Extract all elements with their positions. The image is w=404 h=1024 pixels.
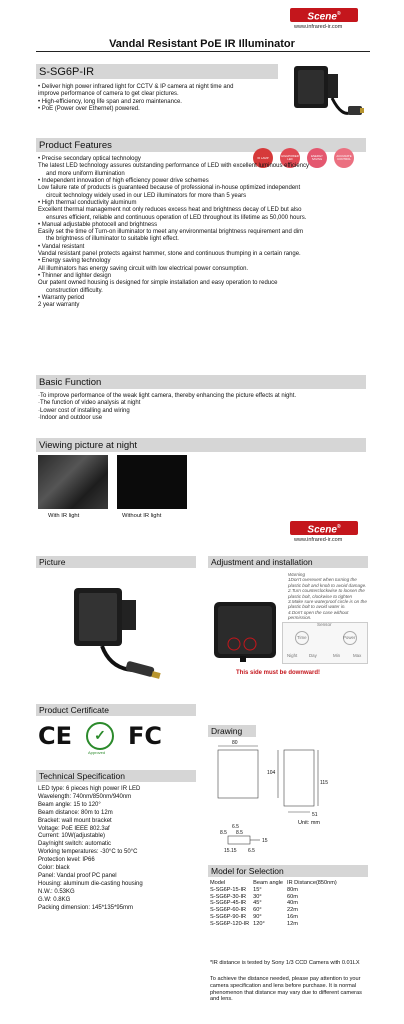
features-heading-text: Product Features <box>39 140 112 151</box>
spec-line: Current: 10W(adjustable) <box>38 833 106 840</box>
caption-without-ir: Without IR light <box>122 513 162 519</box>
min-label: Min <box>333 653 341 658</box>
feature-line: Low failure rate of products is guaranteed because of professional in-house optimized independent <box>38 185 301 192</box>
knob-panel <box>282 622 368 664</box>
table-cell: S-SG6P-120-IR <box>210 920 250 927</box>
picture-heading-text: Picture <box>39 557 66 567</box>
feature-line: construction difficulty. <box>46 287 103 294</box>
table-cell: 15° <box>253 886 262 893</box>
warning-line: plastic bolt and knob to avoid damage. <box>288 582 367 588</box>
table-row <box>208 900 339 907</box>
spec-line: Protection level: IP66 <box>38 857 95 864</box>
feature-line: 2 year warranty <box>38 302 80 309</box>
night-label: Night <box>287 653 298 658</box>
dim-depth: 51 <box>312 812 318 818</box>
approved-check-icon: ✓ <box>94 727 106 744</box>
basic-list <box>38 393 368 422</box>
feature-line: circuit technology widely used in our LED illuminators for more than 5 years <box>46 192 247 199</box>
table-header-cell: Beam angle <box>253 880 284 886</box>
dim-b: 8.5 <box>220 830 227 836</box>
feature-line: • Thinner and lighter design <box>38 273 112 279</box>
table-cell: 120° <box>253 920 265 927</box>
brand-logo-text: Scene <box>307 11 337 23</box>
intro-block <box>38 84 288 113</box>
badge-text: ACCURATE CONTROL <box>336 154 352 161</box>
model-heading-text: S-SG6P-IR <box>39 66 95 78</box>
table-cell: 60m <box>287 893 298 900</box>
warning-line: 3.Make sure waterproof circle is on the <box>288 599 367 605</box>
cert-heading <box>36 704 196 716</box>
feature-line: and more uniform illumination <box>46 170 125 177</box>
feature-line: • Warranty period <box>38 294 85 301</box>
model-note-2: To achieve the distance needed, please pay attention to your camera specification and lens before purchase. It is normal phenomenon that distance may vary due to different cameras and lens. <box>210 976 362 1003</box>
model-table <box>208 880 339 928</box>
model-sel-heading <box>208 865 368 877</box>
table-row <box>208 914 339 921</box>
badge-text: HIGHPOWER LED <box>281 154 299 161</box>
table-header-cell: Model <box>210 880 226 886</box>
table-row <box>208 907 339 914</box>
warning-line: 4.Don't open the case without <box>288 609 349 615</box>
adjust-back-view <box>210 598 280 662</box>
spec-line: Working temperatures: -30°C to 50°C <box>38 849 138 856</box>
brand-logo-2 <box>290 521 358 535</box>
warning-line: Warning <box>288 572 306 577</box>
spec-list <box>38 786 208 913</box>
dim-c: 8.5 <box>236 830 243 836</box>
header-rule <box>36 51 370 52</box>
table-cell: 60° <box>253 907 262 914</box>
basic-line: ·Indoor and outdoor use <box>38 414 103 421</box>
page-title: Vandal Resistant PoE IR Illuminator <box>109 38 295 50</box>
model-note-1: *IR distance is tested by Sony 1/3 CCD Camera with 0.01LX <box>210 960 360 966</box>
basic-heading <box>36 375 366 389</box>
table-cell: 12m <box>287 920 298 927</box>
table-cell: S-SG6P-60-IR <box>210 907 247 914</box>
night-photo-with-ir <box>38 455 108 509</box>
table-cell: 80m <box>287 886 298 893</box>
ce-mark: CE <box>38 722 73 750</box>
cert-heading-text: Product Certificate <box>39 705 109 715</box>
table-cell: S-SG6P-90-IR <box>210 914 247 921</box>
warning-line: 2.Turn counterclockwise to loosen the <box>288 588 365 594</box>
sensor-label: Sensor <box>317 622 332 627</box>
spec-line: Color: black <box>38 865 70 872</box>
table-cell: 16m <box>287 914 298 921</box>
spec-heading-text: Technical Specification <box>39 771 125 781</box>
spec-line: LED type: 6 pieces high power IR LED <box>38 786 141 792</box>
spec-line: Beam distance: 80m to 12m <box>38 809 113 816</box>
feature-line: • Vandal resistant <box>38 243 85 250</box>
table-cell: 40m <box>287 900 298 907</box>
adjust-heading-text: Adjustment and installation <box>211 557 313 567</box>
spec-line: Beam angle: 15 to 120° <box>38 801 101 808</box>
model-sel-heading-text: Model for Selection <box>211 866 284 876</box>
table-row <box>208 921 339 928</box>
dim-e: 15 <box>262 838 268 844</box>
feature-line: • Energy saving technology <box>38 258 111 265</box>
spec-line: G.W: 0.8KG <box>38 896 71 903</box>
intro-line: • High-efficiency, long life span and zero maintenance. <box>38 98 182 105</box>
basic-heading-text: Basic Function <box>39 377 102 388</box>
feature-line: • High thermal conductivity aluminum <box>38 199 137 206</box>
feature-line: Our patent owned housing is designed for simple installation and easy operation to reduce <box>38 280 278 287</box>
basic-line: ·To improve performance of the weak light camera, thereby enhancing the picture effects at night. <box>38 393 297 399</box>
table-cell: S-SG6P-30-IR <box>210 893 247 900</box>
table-cell: S-SG6P-15-IR <box>210 886 247 893</box>
feature-line: All illuminators has energy saving circuit with low electrical power consumption. <box>38 265 249 272</box>
feature-line: • Precise secondary optical technology <box>38 156 141 162</box>
spec-line: Wavelength: 740nm/850nm/940nm <box>38 793 132 800</box>
warning-line: permission. <box>288 615 312 621</box>
table-cell: 45° <box>253 900 262 907</box>
max-label: Max <box>353 653 362 658</box>
brand-url-2: www.infrared-ir.com <box>294 537 343 543</box>
dim-width: 80 <box>232 740 238 746</box>
dim-h2: 115 <box>320 780 328 786</box>
intro-line: • Deliver high power infrared light for CCTV & IP camera at night time and <box>38 84 234 90</box>
dim-h1: 104 <box>267 770 276 776</box>
feature-line: Easily set the time of Turn-on illuminator to meet any environmental brightness requirement and dim <box>38 229 304 236</box>
drawing-heading-text: Drawing <box>211 726 243 736</box>
table-header-cell: IR Distance(850nm) <box>287 880 337 886</box>
dim-a: 6.5 <box>232 824 239 830</box>
badge-text: ENERGY SAVING <box>311 154 323 161</box>
brand-logo <box>290 8 358 22</box>
feature-line: the brightness of illuminator to suitable light effect. <box>46 236 179 243</box>
feature-line: The latest LED technology assures outstanding performance of LED with excellent luminous efficiency <box>38 163 310 170</box>
spec-line: Packing dimension: 145*135*95mm <box>38 904 134 911</box>
feature-line: • Manual adjustable photocell and brightness <box>38 221 158 228</box>
spec-line: Bracket: wall mount bracket <box>38 817 112 824</box>
intro-line: • PoE (Power over Ethernet) powered. <box>38 105 140 112</box>
spec-line: Panel: Vandal proof PC panel <box>38 872 117 879</box>
table-header-row <box>208 880 339 887</box>
table-row <box>208 887 339 894</box>
table-cell: 22m <box>287 907 298 914</box>
unit-label: Unit: mm <box>298 820 320 826</box>
spec-line: N.W.: 0.53KG <box>38 888 75 895</box>
power-label: Power <box>343 635 356 640</box>
viewing-heading <box>36 438 366 452</box>
feature-line: • Independent innovation of high efficiency power drive schemes <box>38 177 209 184</box>
adjust-heading <box>208 556 368 568</box>
dim-g: 6.5 <box>248 848 255 854</box>
approved-mark <box>86 722 114 750</box>
adjust-warning <box>288 572 380 621</box>
spec-line: Housing: aluminum die-casting housing <box>38 880 143 887</box>
spec-heading <box>36 770 196 782</box>
table-row <box>208 894 339 901</box>
brand-logo-text: Scene <box>307 524 337 536</box>
basic-line: ·The function of video analysis at night <box>38 400 141 407</box>
feature-line: Excellent thermal management not only reduces excess heat and brightness decay of LED but also <box>38 207 302 214</box>
spec-line: Voltage: PoE IEEE 802.3af <box>38 825 110 832</box>
approved-label: Approved <box>88 750 106 755</box>
product-picture <box>62 578 172 696</box>
time-label: Time <box>297 635 307 640</box>
night-photo-without-ir <box>117 455 187 509</box>
basic-line: ·Lower cost of installing and wiring <box>38 407 130 414</box>
downward-note: This side must be downward! <box>236 670 321 676</box>
fc-mark: FC <box>128 722 163 750</box>
badge-text: IR LAMP <box>257 155 269 160</box>
features-list <box>38 156 368 310</box>
viewing-heading-text: Viewing picture at night <box>39 440 138 451</box>
table-cell: 90° <box>253 914 262 921</box>
intro-line: improve performance of camera to get clear pictures. <box>38 91 179 98</box>
day-label: Day <box>309 653 317 658</box>
table-cell: 30° <box>253 893 262 900</box>
product-image <box>286 60 366 132</box>
warning-line: 1Don't overexert when turning the <box>288 577 357 583</box>
table-cell: S-SG6P-45-IR <box>210 900 247 907</box>
warning-line: plastic bolt to avoid water in. <box>288 604 346 610</box>
picture-heading <box>36 556 196 568</box>
caption-with-ir: With IR light <box>48 513 80 519</box>
warning-line: plastic bolt, clockwise to tighten <box>288 593 353 599</box>
drawing-heading <box>208 725 256 737</box>
spec-line: Day/night switch: automatic <box>38 841 112 848</box>
brand-logo-reg: ® <box>336 11 341 17</box>
dim-f: 15.15 <box>224 848 237 854</box>
feature-line: ensures efficient, reliable and continuous operation of LED throughout its lifetime as 50,000 hours. <box>46 214 307 221</box>
feature-line: Vandal resistant panel protects against hammer, stone and continuous thumping in a certain range. <box>38 251 301 258</box>
brand-url: www.infrared-ir.com <box>294 24 343 30</box>
model-heading <box>36 64 278 79</box>
dimension-drawing <box>212 740 372 860</box>
brand-logo-reg: ® <box>336 524 341 530</box>
